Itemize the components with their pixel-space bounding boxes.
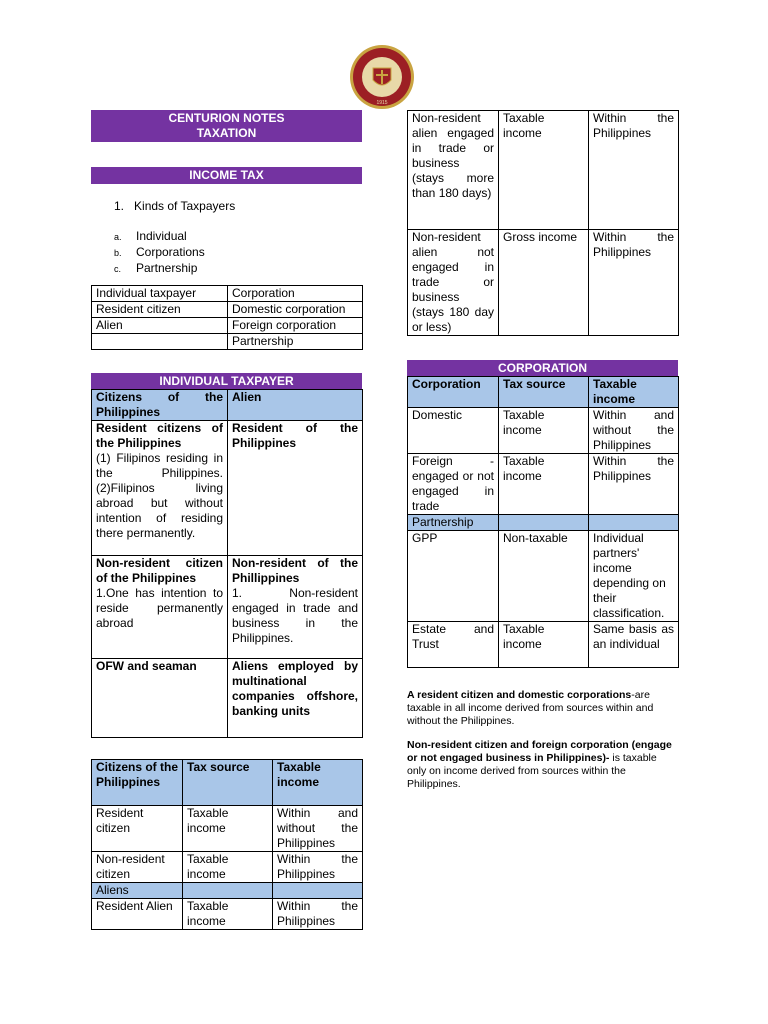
kinds-label: Kinds of Taxpayers xyxy=(134,199,236,213)
income-tax-heading: INCOME TAX xyxy=(91,167,362,184)
table-row: Non-resident alien not engaged in trade or business (stays 180 day or less) Gross income Within the Philippines xyxy=(408,230,679,336)
kinds-list xyxy=(114,229,205,277)
note-paragraph-2: Non-resident citizen and foreign corporation (engage or not engaged business in Philippines)- is taxable only on income derived from sources within the Philippines. xyxy=(407,739,672,790)
table-row: Individual taxpayer Corporation xyxy=(92,286,363,302)
kinds-number: 1. xyxy=(114,199,125,213)
table-row: Resident citizen Taxable income Within and without the Philippines xyxy=(92,806,363,852)
table-row: Domestic Taxable income Within and without the Philippines xyxy=(408,408,679,454)
table-row: Partnership xyxy=(408,515,679,531)
school-seal-logo xyxy=(349,44,415,110)
table-row: Estate and Trust Taxable income Same basis as an individual xyxy=(408,622,679,668)
kinds-heading xyxy=(114,199,235,214)
table-row: Non-resident alien engaged in trade or business (stays more than 180 days) Taxable income Within the Philippines xyxy=(408,111,679,230)
table-row: Resident citizens of the Philippines (1) Filipinos residing in the Philippines. (2)Filipinos living abroad but without intention of residing there permanently. Resident of the Philippines xyxy=(92,421,363,556)
table-row: Partnership xyxy=(92,334,363,350)
corporation-table xyxy=(407,376,679,668)
banner-line1: CENTURION NOTES xyxy=(168,111,285,125)
list-item: b. Corporations xyxy=(114,245,205,259)
list-item: c. Partnership xyxy=(114,261,198,275)
table-row: Citizens of the Philippines Alien xyxy=(92,390,363,421)
table-row: Citizens of the Philippines Tax source Taxable income xyxy=(92,760,363,806)
citizens-tax-table xyxy=(91,759,363,930)
table-row: Non-resident citizen of the Philippines 1.One has intention to reside permanently abroad Non-resident of the Phillippines 1. Non-resident engaged in trade and business in the Philippines. xyxy=(92,556,363,659)
table-row: OFW and seaman Aliens employed by multinational companies offshore, banking units xyxy=(92,659,363,738)
svg-text:1915: 1915 xyxy=(376,100,388,106)
note-paragraph-1: A resident citizen and domestic corporations-are taxable in all income derived from sources within and without the Philippines. xyxy=(407,689,654,727)
individual-taxpayer-table xyxy=(91,389,363,738)
table-row: Alien Foreign corporation xyxy=(92,318,363,334)
corporation-heading: CORPORATION xyxy=(407,360,678,376)
nonresident-alien-table xyxy=(407,110,679,336)
table-row: Resident citizen Domestic corporation xyxy=(92,302,363,318)
banner-line2: TAXATION xyxy=(196,126,257,140)
taxpayer-types-table xyxy=(91,285,363,350)
list-item: a. Individual xyxy=(114,229,187,243)
table-row: Non-resident citizen Taxable income Within the Philippines xyxy=(92,852,363,883)
table-row: Corporation Tax source Taxable income xyxy=(408,377,679,408)
table-row: Foreign -engaged or not engaged in trade Taxable income Within the Philippines xyxy=(408,454,679,515)
title-banner xyxy=(91,110,362,142)
table-row: Resident Alien Taxable income Within the Philippines xyxy=(92,899,363,930)
table-row: Aliens xyxy=(92,883,363,899)
table-row: GPP Non-taxable Individual partners' income depending on their classification. xyxy=(408,531,679,622)
individual-taxpayer-heading: INDIVIDUAL TAXPAYER xyxy=(91,373,362,389)
